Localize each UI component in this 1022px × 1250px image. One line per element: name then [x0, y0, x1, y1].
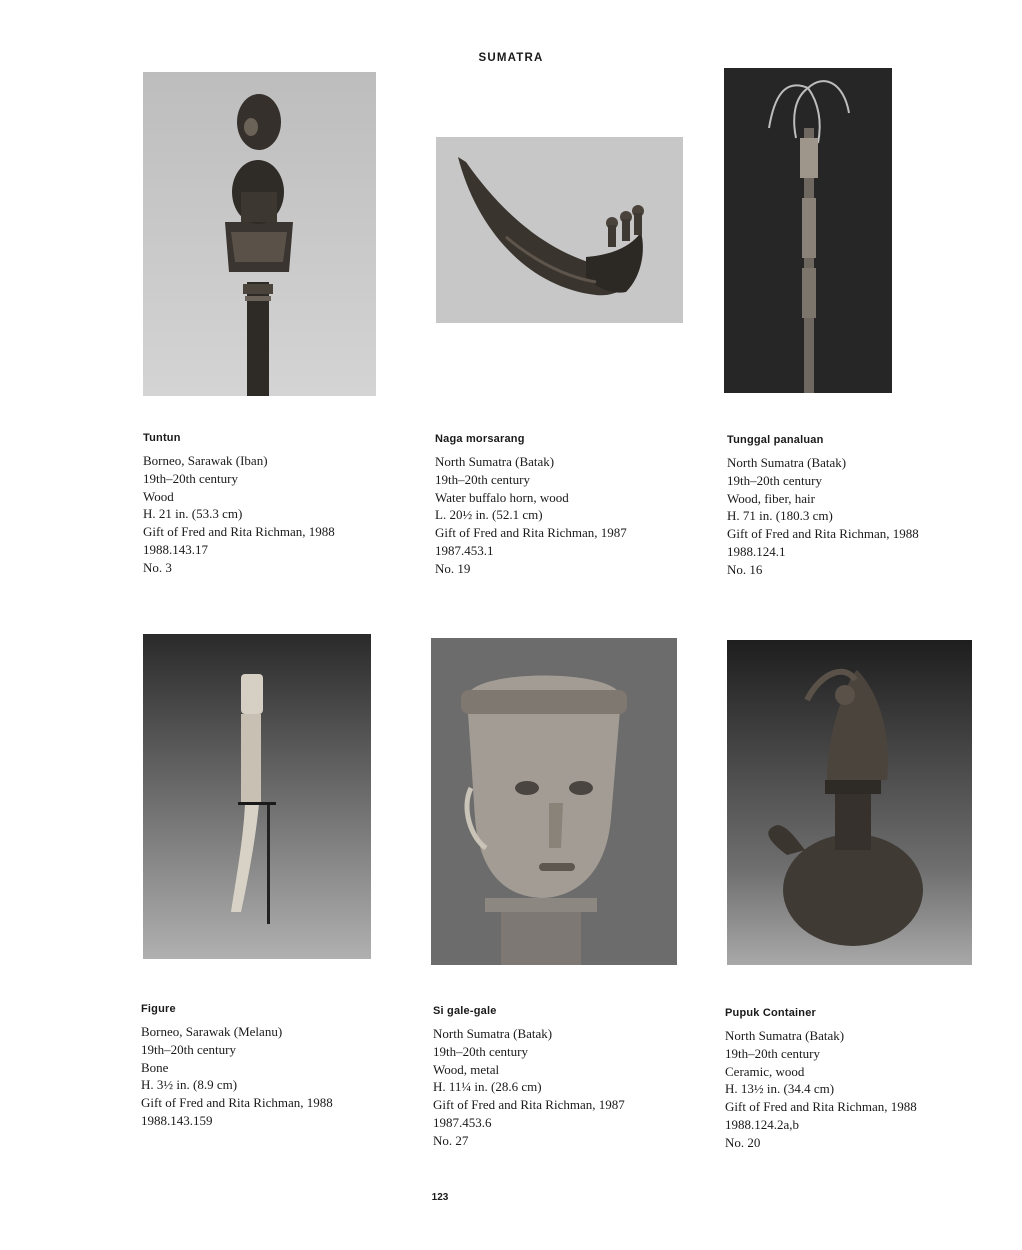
photo-tunggal-panaluan: [724, 68, 892, 393]
photo-figure: [143, 634, 371, 959]
caption-line: 1988.143.159: [141, 1112, 213, 1128]
caption-figure: [141, 1003, 421, 1130]
caption-line: 19th–20th century: [141, 1041, 236, 1057]
caption-title: Si gale-gale: [433, 1005, 497, 1017]
caption-line: Gift of Fred and Rita Richman, 1988: [143, 524, 335, 540]
caption-line: 1988.143.17: [143, 541, 208, 557]
photo-tuntun: [143, 72, 376, 396]
caption-line: 19th–20th century: [143, 470, 238, 486]
photo-naga-morsarang: [436, 137, 683, 323]
caption-line: L. 20½ in. (52.1 cm): [435, 507, 543, 523]
caption-title: Tuntun: [143, 432, 181, 444]
caption-tuntun: [143, 432, 423, 577]
caption-title: Figure: [141, 1003, 176, 1015]
caption-line: No. 19: [435, 560, 471, 576]
caption-si-gale-gale: [433, 1005, 713, 1150]
caption-line: H. 13½ in. (34.4 cm): [725, 1081, 835, 1097]
caption-line: 19th–20th century: [435, 471, 530, 487]
caption-line: Wood, fiber, hair: [727, 490, 815, 506]
caption-title: Tunggal panaluan: [727, 434, 824, 446]
caption-line: Gift of Fred and Rita Richman, 1987: [433, 1097, 625, 1113]
caption-line: H. 21 in. (53.3 cm): [143, 506, 243, 522]
caption-line: Gift of Fred and Rita Richman, 1988: [725, 1099, 917, 1115]
caption-line: Wood: [143, 488, 174, 504]
caption-line: Borneo, Sarawak (Melanu): [141, 1024, 283, 1039]
caption-line: 1987.453.6: [433, 1114, 492, 1130]
caption-line: North Sumatra (Batak): [725, 1028, 845, 1043]
photo-pupuk-container: [727, 640, 972, 965]
caption-line: Wood, metal: [433, 1061, 500, 1077]
caption-line: 1988.124.2a,b: [725, 1116, 800, 1132]
caption-line: 19th–20th century: [727, 472, 822, 488]
caption-naga-morsarang: [435, 433, 715, 578]
caption-line: 1988.124.1: [727, 543, 786, 559]
caption-line: 19th–20th century: [433, 1043, 528, 1059]
caption-line: H. 71 in. (180.3 cm): [727, 508, 833, 524]
caption-line: Gift of Fred and Rita Richman, 1987: [435, 525, 627, 541]
caption-line: 19th–20th century: [725, 1045, 820, 1061]
caption-line: No. 20: [725, 1134, 761, 1150]
caption-tunggal-panaluan: [727, 434, 1007, 579]
caption-title: Naga morsarang: [435, 433, 525, 445]
caption-line: 1987.453.1: [435, 542, 494, 558]
caption-line: No. 3: [143, 559, 172, 575]
photo-si-gale-gale: [431, 638, 677, 965]
caption-line: North Sumatra (Batak): [727, 455, 847, 470]
caption-line: Borneo, Sarawak (Iban): [143, 453, 268, 468]
caption-line: H. 11¼ in. (28.6 cm): [433, 1079, 542, 1095]
caption-line: Gift of Fred and Rita Richman, 1988: [727, 526, 919, 542]
caption-line: No. 27: [433, 1132, 469, 1148]
caption-pupuk-container: [725, 1007, 1005, 1152]
page-header: SUMATRA: [478, 52, 544, 64]
caption-line: Gift of Fred and Rita Richman, 1988: [141, 1095, 333, 1111]
caption-line: Ceramic, wood: [725, 1063, 805, 1079]
caption-line: North Sumatra (Batak): [433, 1026, 553, 1041]
caption-title: Pupuk Container: [725, 1007, 817, 1019]
caption-line: Bone: [141, 1059, 169, 1075]
caption-line: North Sumatra (Batak): [435, 454, 555, 469]
page-number: 123: [431, 1192, 449, 1203]
caption-line: No. 16: [727, 561, 763, 577]
caption-line: H. 3½ in. (8.9 cm): [141, 1077, 238, 1093]
caption-line: Water buffalo horn, wood: [435, 489, 569, 505]
